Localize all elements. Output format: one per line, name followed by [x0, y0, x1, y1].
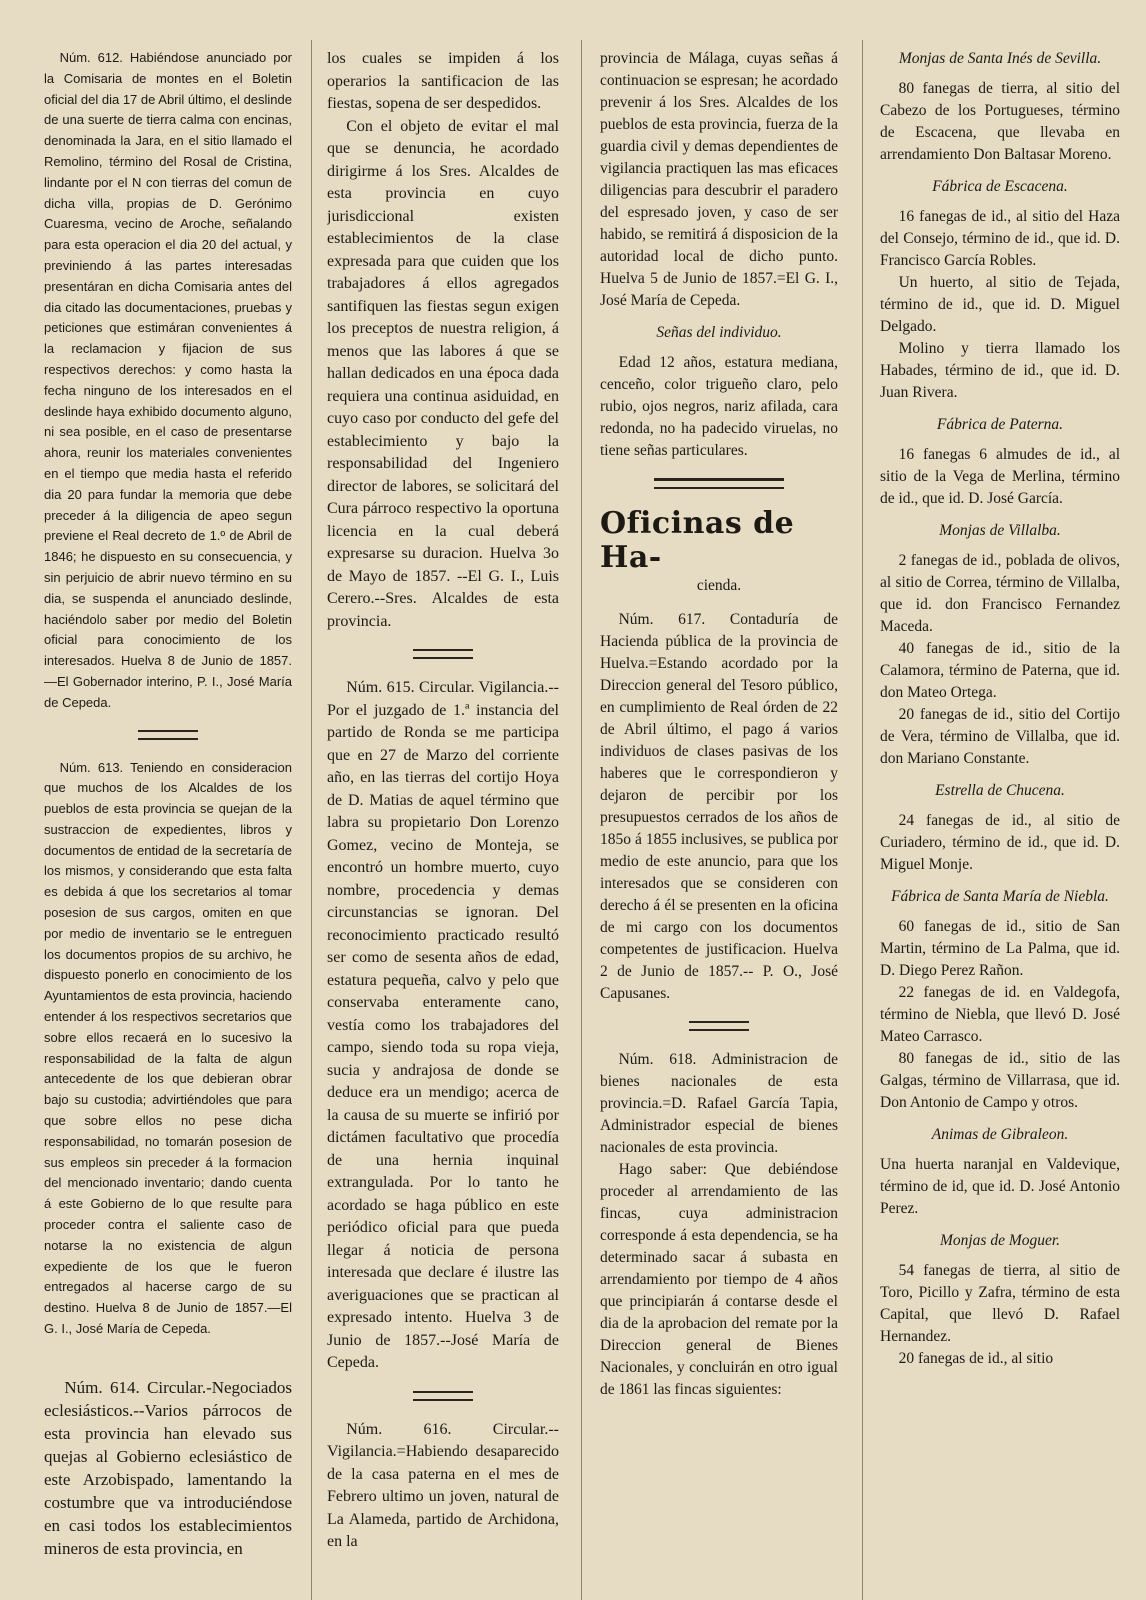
property-owner-title: Fábrica de Escacena.: [932, 178, 1068, 195]
property-item: 2 fanegas de id., poblada de olivos, al sitio de Correa, término de Villalba, que id. don Francisco Fernandez Maceda.: [880, 552, 1120, 635]
column-3: [600, 48, 838, 1401]
notice-614-continued: los cuales se impiden á los operarios la santificacion de las fiestas, sopena de ser despedidos.: [327, 50, 559, 112]
notice-612: Núm. 612. Habiéndose anunciado por la Comisaria de montes en el Boletin oficial del dia 17 de Abril último, el deslinde de una suerte de tierra calma con encinas, denominada la Jara, en el sitio llamado el Remolino, término del Rosal de Cristina, lindante por el N con tierras del comun de dicha villa, propias de D. Gerónimo Cuaresma, vecino de Aroche, señalando para esta operacion el dia 20 del actual, y previniendo á las partes interesadas presentáran en dicha Comisaria antes del dia citado las documentaciones, pruebas y peticiones que estimáran convenientes á la reclamacion y fijacion de sus respectivos derechos: y como hasta la fecha ninguno de los interesados en el deslinde haya exhibido documento alguno, ni sea posible, en el caso de presentarse ahora, reunir los materiales convenientes en el tiempo que media hasta el referido dia 20 para fundar la memoria que debe preceder á la diligencia de apeo segun previene el Real decreto de 1.º de Abril de 1846; he dispuesto en su consecuencia, y sin perjuicio de abrir nuevo término en su dia, se suspenda el anunciado deslinde, haciéndolo saber por medio del Boletin oficial para conocimiento de los interesados. Huelva 8 de Junio de 1857. —El Gobernador interino, P. I., José María de Cepeda.: [44, 50, 292, 710]
individual-features-title: Señas del individuo.: [656, 324, 782, 341]
notice-618-body: Hago saber: Que debiéndose proceder al arrendamiento de las fincas, cuya administracion corresponde á esta dependencia, se ha determinado sacar á subasta en arrendamiento por tiempo de 4 años que principiarán á contarse desde el dia de la aprobacion del remate por la Direccion general de Bienes Nacionales, y concluirán en otro igual de 1861 las fincas siguientes:: [600, 1161, 838, 1398]
property-item: 20 fanegas de id., sitio del Cortijo de Vera, término de Villalba, que id. don Mariano Constante.: [880, 706, 1120, 767]
property-item: 20 fanegas de id., al sitio: [898, 1350, 1054, 1367]
notice-618: Núm. 618. Administracion de bienes nacionales de esta provincia.=D. Rafael García Tapia, Administrador especial de bienes nacionales de esta provincia.: [600, 1051, 838, 1156]
notice-614: Núm. 614. Circular.-Negociados eclesiásticos.--Varios párrocos de esta provincia han elevado sus quejas al Gobierno eclesiástico de este Arzobispado, lamentando la costumbre que va introduciéndose en casi todos los establecimientos mineros de esta provincia, en: [44, 1377, 292, 1558]
notice-616: Núm. 616. Circular.--Vigilancia.=Habiendo desaparecido de la casa paterna en el mes de Febrero ultimo un joven, natural de La Alameda, partido de Archidona, en la: [327, 1420, 559, 1550]
property-owner-title: Animas de Gibraleon.: [931, 1126, 1069, 1143]
notice-613: Núm. 613. Teniendo en consideracion que muchos de los Alcaldes de los pueblos de esta provincia se quejan de la sustraccion de expedientes, libros y documentos de entidad de la secretaría de los mismos, y considerando que esta falta es debida á que los secretarios al tomar posesion de sus cargos, omiten en que por medio de inventario se le entreguen los documentos propios de su archivo, he dispuesto ponerlo en conocimiento de los Ayuntamientos de esta provincia, haciendo entender á los respectivos secretarios que sobre ellos recaerá en lo sucesivo la responsabilidad de la falta de algun antecedente de los que debieran obrar bajo su custodia; advirtiéndoles que para que sobre ellos no pese dicha responsabilidad, no tomarán posesion de sus empleos sin preceder á la formacion del mencionado inventario; dando cuenta á este Gobierno de lo que resulte para proceder contra el saliente caso de notarse la no existencia de algun expediente de los que le fueron entregados al hacerse cargo de su destino. Huelva 8 de Junio de 1857.—El G. I., José María de Cepeda.: [44, 759, 292, 1337]
section-rule: [413, 1391, 473, 1401]
notice-616-continued: provincia de Málaga, cuyas señas á continuacion se espresan; he acordado prevenir á los Sres. Alcaldes de los pueblos de esta provincia, fuerza de la guardia civil y demas dependientes de vigilancia practiquen las mas eficaces diligencias para descubrir el paradero del espresado joven, y caso de ser habido, se remitirá á disposicion de la autoridad local de dicho punto. Huelva 5 de Junio de 1857.=El G. I., José María de Cepeda.: [600, 50, 838, 309]
section-heading: Oficinas de Ha-: [600, 506, 795, 575]
column-2: [327, 48, 559, 1554]
section-rule: [138, 730, 198, 740]
section-heading-continued: cienda.: [696, 577, 742, 594]
property-item: 80 fanegas de tierra, al sitio del Cabezo de los Portugueses, término de Escacena, que llevaba en arrendamiento Don Baltasar Moreno.: [880, 80, 1120, 163]
spacer: [44, 1340, 292, 1376]
individual-features-text: Edad 12 años, estatura mediana, cenceño, color trigueño claro, pelo rubio, ojos negros, nariz afilada, cara redonda, no ha padecido viruelas, no tiene señas particulares.: [600, 354, 838, 459]
property-owner-title: Monjas de Villalba.: [939, 522, 1061, 539]
section-rule: [654, 478, 784, 489]
section-rule: [689, 1021, 749, 1031]
column-1: [44, 48, 292, 1560]
property-item: 54 fanegas de tierra, al sitio de Toro, Picillo y Zafra, término de esta Capital, que llevó D. Rafael Hernandez.: [880, 1262, 1120, 1345]
property-item: 16 fanegas de id., al sitio del Haza del Consejo, término de id., que id. D. Francisco García Robles.: [880, 208, 1120, 269]
property-item: 16 fanegas 6 almudes de id., al sitio de la Vega de Merlina, término de id., que id. D. José García.: [880, 446, 1120, 507]
property-owner-title: Fábrica de Santa María de Niebla.: [891, 888, 1109, 905]
section-rule: [413, 649, 473, 659]
property-item: Molino y tierra llamado los Habades, término de id., que id. D. Juan Rivera.: [880, 340, 1120, 401]
column-4: [880, 48, 1120, 1370]
property-item: 40 fanegas de id., sitio de la Calamora, término de Paterna, que id. don Mateo Ortega.: [880, 640, 1120, 701]
property-owner-title: Monjas de Moguer.: [939, 1232, 1061, 1249]
column-divider: [581, 40, 582, 1600]
property-item: 22 fanegas de id. en Valdegofa, término de Niebla, que llevó D. José Mateo Carrasco.: [880, 984, 1120, 1045]
property-item: 60 fanegas de id., sitio de San Martin, término de La Palma, que id. D. Diego Perez Rañon.: [880, 918, 1120, 979]
property-owner-title: Monjas de Santa Inés de Sevilla.: [898, 50, 1102, 67]
property-owner-title: Estrella de Chucena.: [935, 782, 1065, 799]
property-owner-title: Fábrica de Paterna.: [936, 416, 1064, 433]
property-item: Una huerta naranjal en Valdevique, término de id, que id. D. José Antonio Perez.: [880, 1156, 1120, 1217]
property-item: Un huerto, al sitio de Tejada, término de id., que id. D. Miguel Delgado.: [880, 274, 1120, 335]
property-item: 24 fanegas de id., al sitio de Curiadero, término de id., que id. D. Miguel Monje.: [880, 812, 1120, 873]
notice-614-paragraph: Con el objeto de evitar el mal que se denuncia, he acordado dirigirme á los Sres. Alcaldes de esta provincia en cuyo jurisdiccional existen establecimientos de la clase expresada para que cuiden que los trabajadores á ellos agregados santifiquen las fiestas segun exigen los preceptos de nuestra religion, á menos que las labores á que se hallan dedicados en una época dada requiera una continua asiduidad, en cuyo caso por conducto del gefe del establecimiento y bajo la responsabilidad del Ingeniero director de labores, se solicitará del Cura párroco respectivo la oportuna licencia en la cual deberá expresarse su duracion. Huelva 3o de Mayo de 1857. --El G. I., Luis Cerero.--Sres. Alcaldes de esta provincia.: [327, 117, 559, 630]
column-divider: [311, 40, 312, 1600]
column-divider: [862, 40, 863, 1600]
notice-617: Núm. 617. Contaduría de Hacienda pública de la provincia de Huelva.=Estando acordado por la Direccion general del Tesoro público, en cumplimiento de Real órden de 22 de Abril último, el pago á varios individuos de clases pasivas de los haberes que le correspondieron y dejaron de percibir por los presupuestos cerrados de los años de 185o á 1855 inclusives, se publica por medio de este anuncio, para que los interesados que se consideren con derecho á él se presenten en la oficina de mi cargo con los documentos competentes de justificacion. Huelva 2 de Junio de 1857.-- P. O., José Capusanes.: [600, 611, 838, 1002]
property-item: 80 fanegas de id., sitio de las Galgas, término de Villarrasa, que id. Don Antonio de Campo y otros.: [880, 1050, 1120, 1111]
notice-615: Núm. 615. Circular. Vigilancia.--Por el juzgado de 1.ª instancia del partido de Ronda se me participa que en 27 de Marzo del corriente año, en las tierras del cortijo Hoya de D. Matias de aquel término que labra su propietario Don Lorenzo Gomez, vecino de Monteja, se encontró un hombre muerto, cuyo nombre, procedencia y demas circunstancias se ignoran. Del reconocimiento practicado resultó ser como de sesenta años de edad, estatura pequeña, calvo y pelo que conservaba enteramente cano, vestía como los trabajadores del campo, siendo toda su ropa vieja, sucia y andrajosa de donde se deduce era un mendigo; acerca de la causa de su muerte se infirió por dictámen facultativo que procedía de una hernia inquinal extrangulada. Por lo tanto he acordado se haga público en este periódico oficial para que pueda llegar á noticia de persona interesada que declare é ilustre las averiguaciones que se practican al expresado intento. Huelva 3 de Junio de 1857.--José María de Cepeda.: [327, 679, 559, 1371]
